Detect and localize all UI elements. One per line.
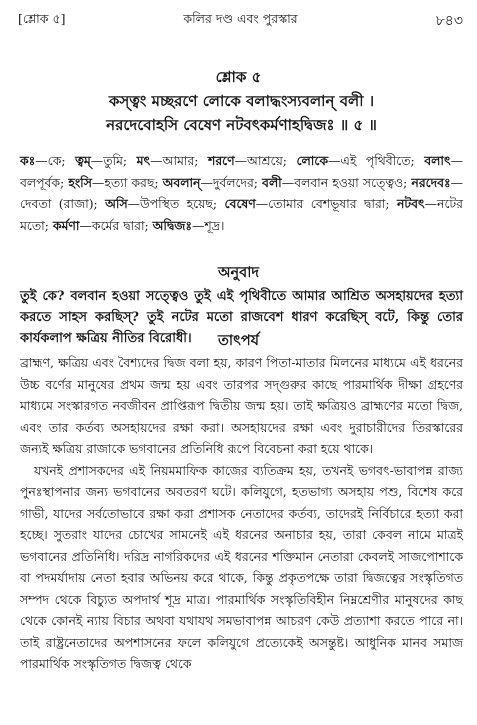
- synonym-meaning: —আমার;: [150, 153, 209, 168]
- verse-line-1: কস্ত্বং মচ্ছরণে লোকে বলাদ্ধংস্যবলান্ বলী ।: [108, 92, 375, 110]
- synonym-meaning: —উপস্থিত হয়েছ;: [127, 196, 225, 211]
- synonym-meaning: —বলপূর্বক;: [20, 153, 463, 190]
- page-number: ৮৪৩: [435, 13, 463, 29]
- verse-line-2: নরদেবোহসি বেষেণ নটবৎকর্মণাহদ্বিজঃ ॥ ৫ ॥: [106, 116, 377, 134]
- synonym-meaning: —দেবতা (রাজা);: [20, 174, 464, 211]
- purport-body: [20, 352, 463, 675]
- synonym-word: বলী: [262, 174, 282, 190]
- verse-heading: শ্লোক ৫: [215, 68, 262, 86]
- synonym-word: অদ্বিজঃ: [152, 217, 193, 233]
- synonym-meaning: —এই পৃথিবীতে;: [328, 153, 425, 168]
- synonym-word: বলাৎ: [424, 153, 451, 168]
- translation-heading: অনুবাদ: [217, 264, 260, 281]
- purport-heading: তাৎপর্য: [217, 332, 260, 349]
- synonym-word: মৎ: [136, 153, 151, 168]
- synonym-word: বেষেণ: [224, 196, 256, 211]
- synonym-word: অবলান্: [162, 174, 201, 190]
- synonym-word: নরদেবঃ: [411, 174, 451, 190]
- synonym-word: কর্মণা: [52, 217, 80, 233]
- synonym-word: শরণে: [208, 153, 235, 168]
- chapter-title: কলির দণ্ড এবং পুরস্কার: [183, 11, 298, 26]
- synonym-word: লোকে: [296, 153, 329, 168]
- synonym-word: কঃ: [20, 153, 36, 168]
- synonym-word: অসি: [105, 196, 128, 211]
- synonym-meaning: —তুমি;: [90, 153, 137, 168]
- synonym-word: নটবৎ: [396, 196, 425, 211]
- purport-paragraph-2: যখনই প্রশাসকদের এই নিয়মমাফিক কাজের ব্যতিক্রম হয়, তখনই ভগবৎ-ভাবাপন্ন রাজ্য পুনঃস্থাপনার জন্য ভগবানের অবতরণ ঘটে। কলিযুগে, হতভাগ্য অসহায় পশু, বিশেষ করে গাভী, যাদের সর্বতোভাবে রক্ষা করা প্রশাসক নেতাদের কর্তব্য, তাদেরই নির্বিচারে হত্যা করা হচ্ছে। সুতরাং যাদের চোখের সামনেই এই ধরনের অনাচার হয়, তারা কেবল নামে মাত্রই ভগবানের প্রতিনিধি। দরিদ্র নাগরিকদের এই ধরনের শক্তিমান নেতারা কেবলই সাজপোশাকে বা পদমর্যাদায় নেতা হবার অভিনয় করে থাকে, কিন্তু প্রকৃতপক্ষে তারা দ্বিজত্বের সংস্কৃতিগত সম্পদ থেকে বিচ্যুত অপদার্থ শূদ্র মাত্র। পারমার্থিক সংস্কৃতিবিহীন নিম্নশ্রেণীর মানুষদের কাছ থেকে কোনই ন্যায় বিচার অথবা যথাযথ সমভাবাপন্ন আচরণ কেউ প্রত্যাশা করতে পারে না। তাই রাষ্ট্রনেতাদের অপশাসনের ফলে কলিযুগে প্রত্যেকেই অসন্তুষ্ট। আধুনিক মানব সমাজ পারমার্থিক সংস্কৃতিগত দ্বিজত্ব থেকে: [20, 462, 463, 671]
- translation-text: তুই কে? বলবান হওয়া সত্ত্বেও তুই এই পৃথিবীতে আমার আশ্রিত অসহায়দের হত্যা করতে সাহস করছিস্? তুই নটের মতো রাজবেশ ধারণ করেছিস্ বটে, কিন্তু তোর কার্যকলাপ ক্ষত্রিয় নীতির বিরোধী।: [20, 289, 463, 346]
- synonym-meaning: —কর্মের দ্বারা;: [79, 217, 153, 233]
- synonym-meaning: —বলবান হওয়া সত্ত্বেও;: [281, 174, 412, 190]
- synonym-meaning: —কে;: [35, 153, 76, 168]
- synonym-meaning: —তোমার বেশভূষার দ্বারা;: [255, 196, 397, 211]
- running-header: [18, 10, 463, 32]
- chapter-verse-ref: [শ্লোক ৫]: [18, 11, 66, 26]
- word-synonyms: [20, 150, 463, 236]
- synonym-meaning: —দুর্বলদের;: [200, 174, 263, 190]
- synonym-meaning: —নটের মতো;: [20, 196, 463, 233]
- synonym-meaning: —হত্যা করছ;: [91, 174, 163, 190]
- synonym-meaning: —শূদ্র।: [192, 217, 225, 233]
- synonym-word: হংসি: [68, 174, 92, 190]
- synonym-meaning: —আশ্রয়ে;: [234, 153, 297, 168]
- purport-paragraph-1: ব্রাহ্মণ, ক্ষত্রিয় এবং বৈশ্যদের দ্বিজ বলা হয়, কারণ পিতা-মাতার মিলনের মাধ্যমে এই ধরনের উচ্চ বর্ণের মানুষের প্রথম জন্ম হয় এবং তারপর সদ্‌গুরুর কাছে পারমার্থিক দীক্ষা গ্রহণের মাধ্যমে সংস্কারগত নবজীবন প্রাপ্তিরূপ দ্বিতীয় জন্ম হয়। তাই ক্ষত্রিয়ও ব্রাহ্মণের মতো দ্বিজ, এবং তার কর্তব্য অসহায়দের রক্ষা করা। অসহায়দের রক্ষা এবং দুরাচারীদের তিরস্কারের জন্যই ক্ষত্রিয় রাজাকে ভগবানের প্রতিনিধি রূপে বিবেচনা করা হয়ে থাকে।: [20, 355, 463, 456]
- synonym-word: ত্বম্: [75, 153, 91, 168]
